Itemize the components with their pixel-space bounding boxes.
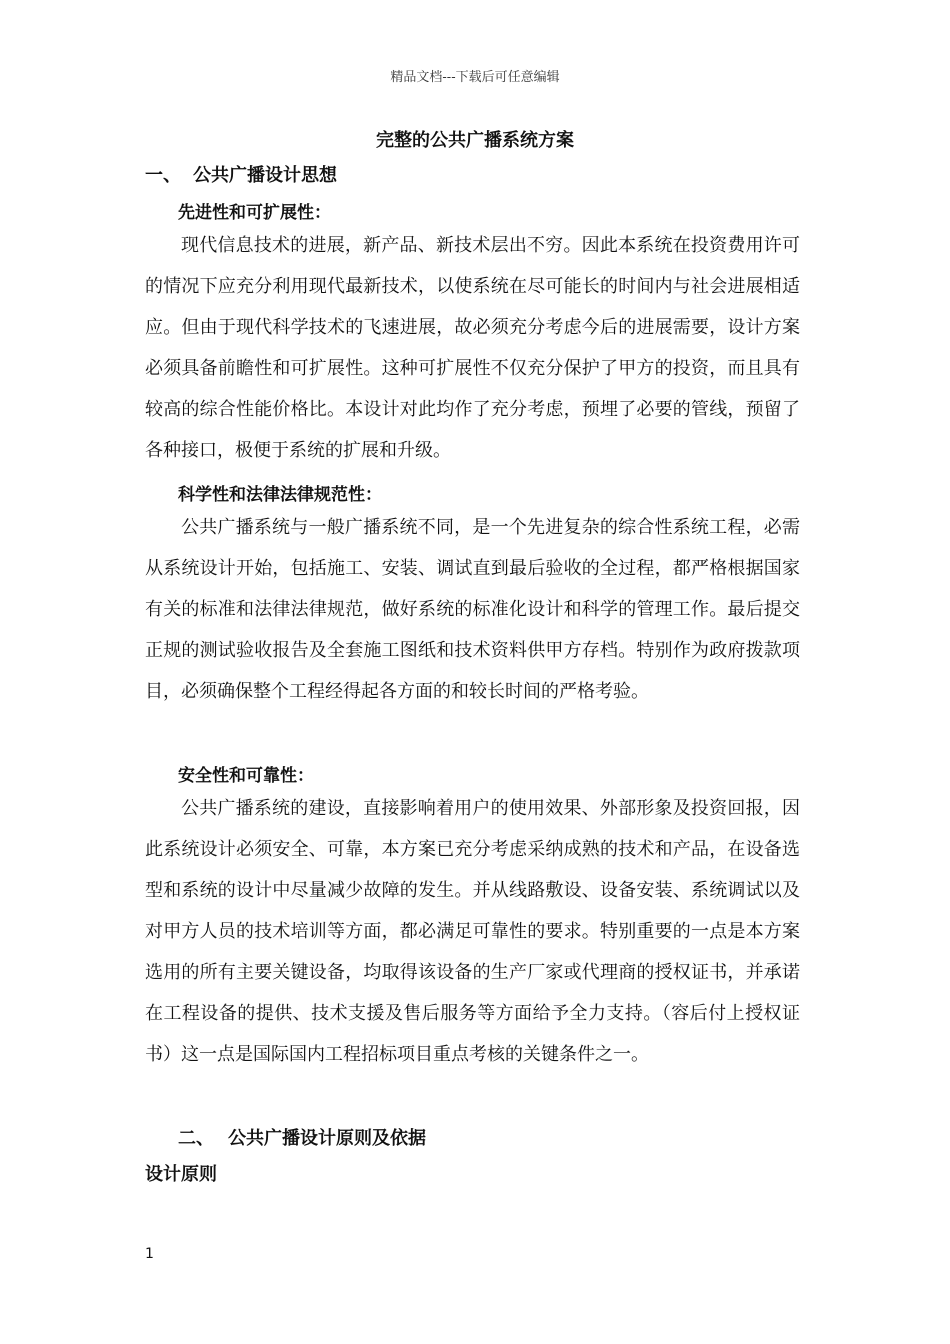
section2-number: 二、 bbox=[178, 1128, 214, 1149]
section1-sub3-heading: 安全性和可靠性： bbox=[178, 766, 314, 786]
section1-sub1-heading: 先进性和可扩展性： bbox=[178, 203, 331, 223]
section1-heading bbox=[145, 161, 337, 187]
section2-title: 公共广播设计原则及依据 bbox=[228, 1128, 426, 1149]
page-header: 精品文档---下载后可任意编辑 bbox=[390, 70, 560, 85]
page-number: 1 bbox=[145, 1246, 154, 1262]
section2-heading bbox=[178, 1124, 426, 1150]
section1-title: 公共广播设计思想 bbox=[193, 165, 337, 186]
section1-number: 一、 bbox=[145, 165, 181, 186]
section1-sub2-heading: 科学性和法律法律规范性： bbox=[178, 485, 382, 505]
section1-sub2-paragraph: 公共广播系统与一般广播系统不同，是一个先进复杂的综合性系统工程，必需从系统设计开始，包括施工、安装、调试直到最后验收的全过程，都严格根据国家有关的标准和法律法律规范，做好系统的标准化设计和科学的管理工作。最后提交正规的测试验收报告及全套施工图纸和技术资料供甲方存档。特别作为政府拨款项目，必须确保整个工程经得起各方面的和较长时间的严格考验。 bbox=[145, 517, 800, 702]
section2-sub1-heading: 设计原则 bbox=[145, 1164, 217, 1185]
document-title: 完整的公共广播系统方案 bbox=[376, 130, 574, 151]
section1-sub3-paragraph: 公共广播系统的建设，直接影响着用户的使用效果、外部形象及投资回报，因此系统设计必须安全、可靠，本方案已充分考虑采纳成熟的技术和产品，在设备选型和系统的设计中尽量减少故障的发生。并从线路敷设、设备安装、系统调试以及对甲方人员的技术培训等方面，都必满足可靠性的要求。特别重要的一点是本方案选用的所有主要关键设备，均取得该设备的生产厂家或代理商的授权证书，并承诺在工程设备的提供、技术支援及售后服务等方面给予全力支持。（容后付上授权证书）这一点是国际国内工程招标项目重点考核的关键条件之一。 bbox=[145, 798, 800, 1065]
section1-sub1-paragraph: 现代信息技术的进展，新产品、新技术层出不穷。因此本系统在投资费用许可的情况下应充分利用现代最新技术，以使系统在尽可能长的时间内与社会进展相适应。但由于现代科学技术的飞速进展，故必须充分考虑今后的进展需要，设计方案必须具备前瞻性和可扩展性。这种可扩展性不仅充分保护了甲方的投资，而且具有较高的综合性能价格比。本设计对此均作了充分考虑，预埋了必要的管线，预留了各种接口，极便于系统的扩展和升级。 bbox=[145, 235, 800, 461]
